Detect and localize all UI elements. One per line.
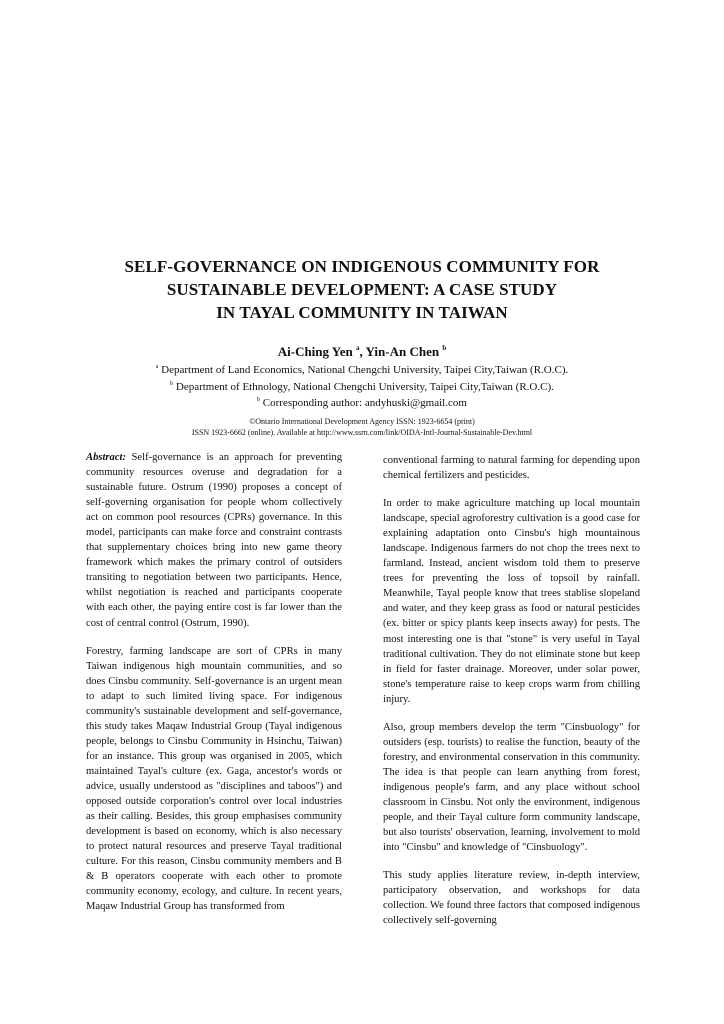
affiliation-1-text: Department of Land Economics, National Chengchi University, Taipei City,Taiwan (R.O.C). (161, 364, 569, 376)
body-paragraph: In order to make agriculture matching up local mountain landscape, special agroforestry cultivation is a good case for explaining adaptation onto Cinsbu's high mountainous landscape. Indigenous farmers do not chop the trees next to farmland. Instead, ancient wisdom told them to preserve trees for preventing the loss of topsoil by rainfall. Meanwhile, Tayal people know that trees stablise slopeland and water, and they keep grass as food or natural pesticides (ex. bitter or spicy plants keep insects away) for pests. The most interesting one is that "stone" is very useful in Tayal traditional cultivation. They do not eliminate stone but keep in field for faster drainage. Moreover, under solar power, stone's temperature raise to keep crops warm from chilling injury. (383, 498, 640, 705)
corresponding-author-mark: b (257, 397, 261, 403)
author-line (60, 344, 664, 360)
abstract-paragraph (86, 450, 342, 631)
body-paragraph: Forestry, farming landscape are sort of CPRs in many Taiwan indigenous high mountain communities, and so does Cinsbu community. Self-governance is an urgent mean to adapt to such limited living space. For indigenous community's sustainable development and self-governance, this study takes Maqaw Industrial Group (Tayal indigenous people, belongs to Cinsbu Community in Hsinchu, Taiwan) for an instance. This group was organised in 2005, which maintained Tayal's culture (ex. Gaga, ancestor's words or advice, usually understood as "disciplines and taboos") and opposed outside corporation's control over local industries as their calling. Besides, this group emphasises community development is based on economy, which is also necessary to protect natural resources and preserve Tayal traditional culture. For this reason, Cinsbu community members and B & B operators cooperate with each other to promote community economy, ecology, and culture. In recent years, Maqaw Industrial Group has transformed from (86, 645, 342, 913)
corresponding-author-text: Corresponding author: andyhuski@gmail.com (262, 397, 467, 409)
affiliation-2-mark: b (170, 380, 174, 387)
author-2-affiliation-mark: b (442, 344, 447, 352)
body-paragraph: conventional farming to natural farming for depending upon chemical fertilizers and pesticides. (383, 455, 640, 482)
affiliation-1 (60, 361, 664, 378)
copyright-line-2: ISSN 1923-6662 (online). Available at http://www.ssrn.com/link/OIDA-Intl-Journal-Sustainable-Dev.html (191, 428, 533, 437)
corresponding-author (60, 394, 664, 411)
left-column (86, 450, 342, 914)
title-line-1: SELF-GOVERNANCE ON INDIGENOUS COMMUNITY FOR (124, 257, 600, 276)
affiliation-2-text: Department of Ethnology, National Chengchi University, Taipei City,Taiwan (R.O.C). (175, 380, 554, 393)
body-paragraph: Also, group members develop the term "Cinsbuology" for outsiders (esp. tourists) to realise the function, beauty of the forestry, and environmental conservation in this community. The idea is that people can learn anything from forest, indigenous people's farm, and any place without school classroom in Cinsbu. Not only the environment, indigenous people, and their Tayal culture form community landscape, but also tourists' observation, learning, involvement to mold into "Cinsbu" and knowledge of "Cinsbuology". (383, 721, 640, 854)
affiliation-1-mark: a (155, 364, 159, 370)
abstract-text: Self-governance is an approach for preventing community resources overuse and degradation for a sustainable future. Ostrum (1990) proposes a concept of self-governing organisation for people whom collectively act on common pool resources (CPRs) governance. In this model, participants can make force and constraint contrasts that supplementary choices bring into new game theory framework which makes the primary control of outsiders transiting to negotiation between two participants. Hence, whilst negotiation is reached and participants cooperate with each other, the paying entire cost is far lower than the cost of central control (Ostrum, 1990). (86, 452, 342, 629)
title-line-2: SUSTAINABLE DEVELOPMENT: A CASE STUDY (166, 280, 558, 299)
body-paragraph: This study applies literature review, in-depth interview, participatory observation, and workshops for data collection. We found three factors that composed indigenous collectively self-governing (383, 870, 640, 927)
author-2-name: Yin-An Chen (365, 344, 440, 359)
title-line-3: IN TAYAL COMMUNITY IN TAIWAN (216, 303, 508, 322)
copyright-notice (60, 416, 664, 438)
right-column (383, 453, 640, 928)
copyright-line-1: ©Ontario International Development Agency ISSN: 1923-6654 (print) (249, 417, 475, 426)
paper-title (60, 255, 664, 324)
author-1-name: Ai-Ching Yen (277, 344, 353, 359)
affiliations (60, 361, 664, 411)
author-separator: , (359, 344, 363, 359)
affiliation-2 (60, 378, 664, 395)
abstract-label: Abstract: (86, 452, 127, 463)
author-1-affiliation-mark: a (356, 344, 360, 352)
